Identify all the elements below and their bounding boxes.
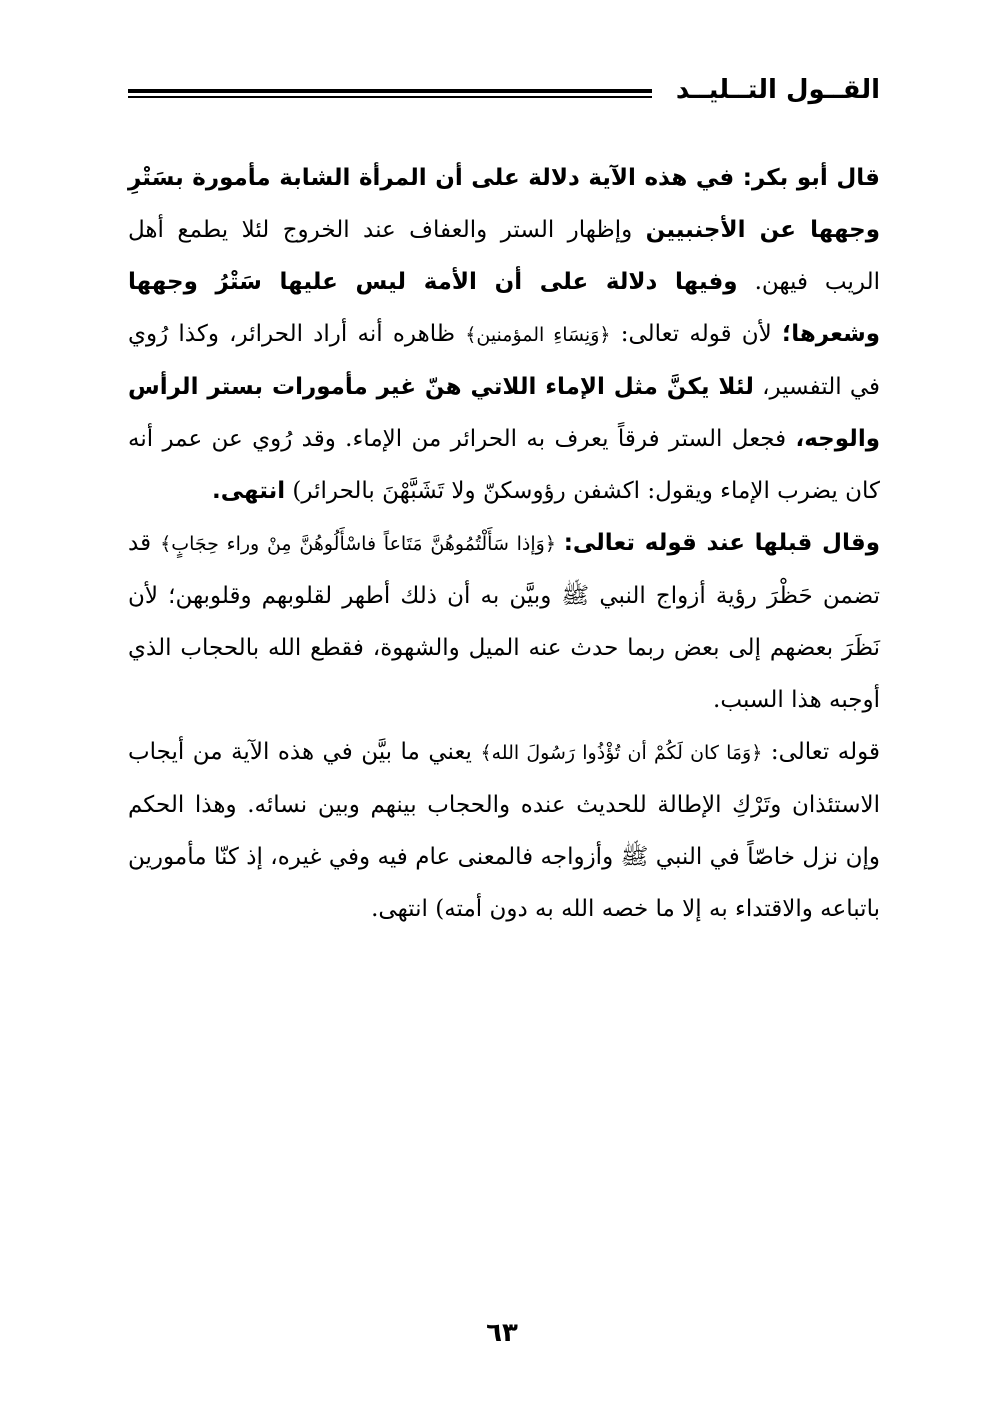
- header-rule: [128, 89, 652, 98]
- quote-bold: لئلا يكنَّ مثل الإماء اللاتي هنّ غير مأمورات بستر الرأس والوجه،: [128, 374, 880, 452]
- header-title: القــول التــليــد: [675, 75, 880, 105]
- page-number: ٦٣: [486, 1318, 518, 1348]
- quran-verse: ﴿وَمَا كان لَكُمْ أن تُؤْذُوا رَسُولَ الله﴾: [480, 742, 763, 764]
- body-text: قوله تعالى:: [762, 739, 880, 765]
- body-text: وإظهار الستر والعفاف عند الخروج لئلا يطمع أهل الريب فيهن.: [128, 217, 880, 295]
- quote-bold: انتهى.: [212, 478, 286, 504]
- quote-bold: وقال قبلها عند قوله تعالى:: [563, 530, 880, 556]
- body-text: فجعل الستر فرقاً يعرف به الحرائر من الإماء. وقد رُوي عن عمر أنه كان يضرب الإماء ويقول: اكشفن رؤوسكنّ ولا تَشَبَّهْنَ بالحرائر): [128, 426, 880, 504]
- body-text: يعني ما بيَّن في هذه الآية من أيجاب الاستئذان وتَرْكِ الإطالة للحديث عنده والحجاب بينهم وبين نسائه. وهذا الحكم وإن نزل خاصّاً في النبي ﷺ وأزواجه فالمعنى عام فيه وفي غيره، إذ كنّا مأمورين باتباعه والاقتداء به إلا ما خصه الله به دون أمته) انتهى.: [128, 739, 880, 922]
- paragraph-3: [128, 726, 880, 935]
- page-body: [128, 152, 880, 935]
- paragraph-2: [128, 517, 880, 726]
- body-text: ظاهره أنه أراد الحرائر، وكذا رُوي في التفسير،: [128, 321, 881, 400]
- body-text: لأن قوله تعالى:: [610, 321, 782, 347]
- running-header: [128, 70, 880, 110]
- body-text: قد تضمن حَظْرَ رؤية أزواج النبي ﷺ وبيَّن به أن ذلك أطهر لقلوبهم وقلوبهن؛ لأن نَظَرَ بعضهم إلى بعض ربما حدث عنه الميل والشهوة، فقطع الله بالحجاب الذي أوجبه هذا السبب.: [128, 530, 880, 713]
- quran-verse: ﴿وَنِسَاءِ المؤمنين﴾: [465, 324, 611, 346]
- quote-bold: وفيها دلالة على أن الأمة ليس عليها سَتْرُ وجهها وشعرها؛: [128, 269, 880, 347]
- quote-bold: قال أبو بكر: في هذه الآية دلالة على أن المرأة الشابة مأمورة بسَتْرِ وجهها عن الأجنبيين: [128, 165, 880, 243]
- quran-verse: ﴿وَإذا سَأَلْتُمُوهُنَّ مَتَاعاً فاسْأَلُوهُنَّ مِنْ وراء حِجَابٍ﴾: [160, 533, 564, 555]
- paragraph-1: [128, 152, 880, 517]
